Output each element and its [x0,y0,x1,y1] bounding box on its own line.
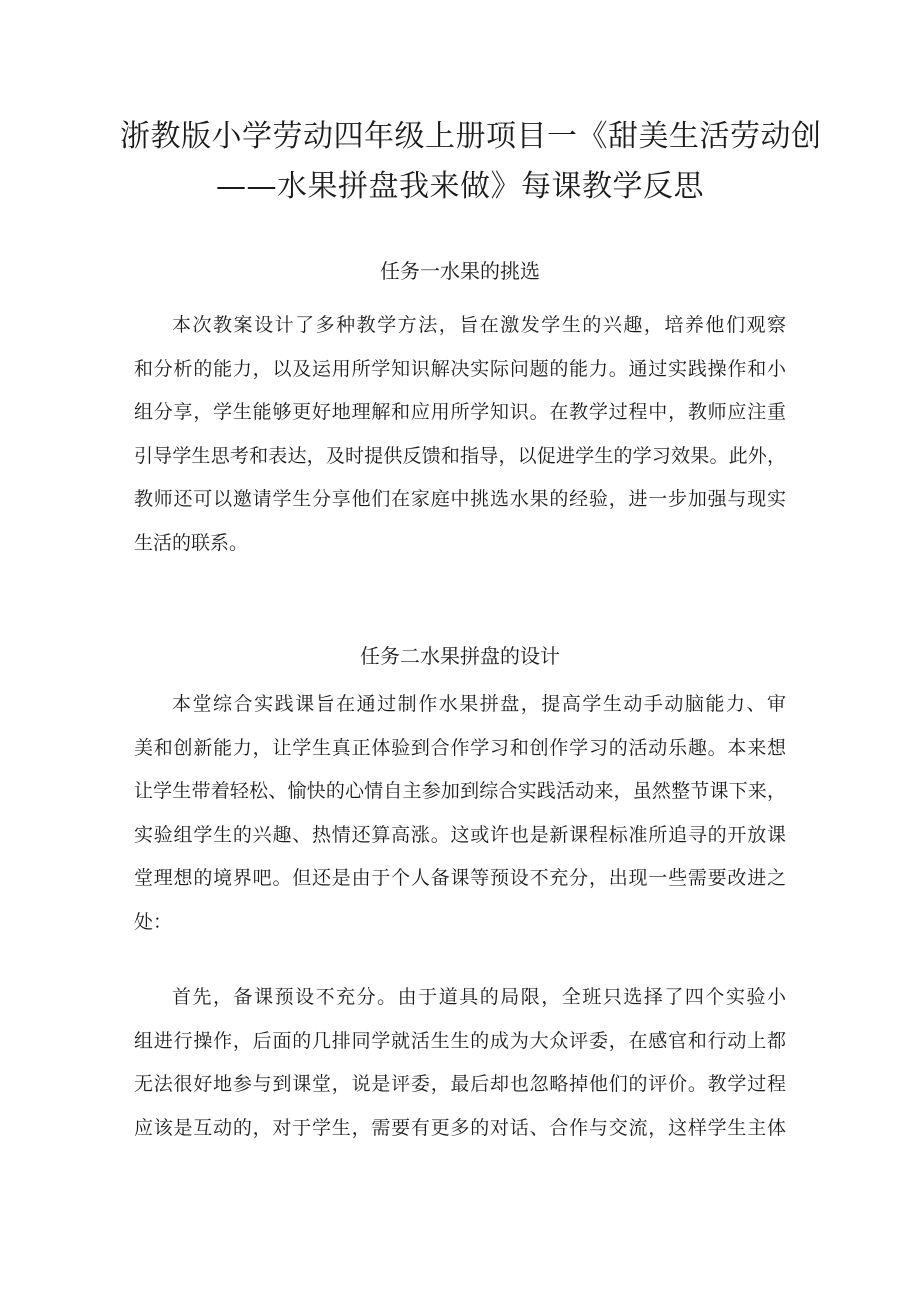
paragraph [134,304,786,565]
paragraph [134,683,786,944]
title-line: 浙教版小学劳动四年级上册项目一《甜美生活劳动创 [120,119,822,154]
paragraph-line: 堂理想的境界吧。但还是由于个人备课等预设不充分，出现一些需要改进之 [134,867,786,889]
document-title [120,112,822,212]
paragraph-line: 首先，备课预设不充分。由于道具的局限，全班只选择了四个实验小 [172,986,786,1008]
paragraph [134,976,786,1150]
paragraph-line: 美和创新能力，让学生真正体验到合作学习和创作学习的活动乐趣。本来想 [134,736,786,759]
paragraph-line: 组进行操作，后面的几排同学就活生生的成为大众评委，在感官和行动上都 [134,1029,786,1052]
paragraph-line: 生活的联系。 [134,531,249,554]
paragraph-line: 本次教案设计了多种教学方法，旨在激发学生的兴趣，培养他们观察 [172,314,786,336]
title-line: ——水果拼盘我来做》每课教学反思 [216,169,704,204]
paragraph-line: 处： [134,910,173,933]
paragraph-line: 本堂综合实践课旨在通过制作水果拼盘，提高学生动手动脑能力、审 [172,693,786,715]
paragraph-line: 教师还可以邀请学生分享他们在家庭中挑选水果的经验，进一步加强与现实 [134,488,786,510]
paragraph-line: 和分析的能力，以及运用所学知识解决实际问题的能力。通过实践操作和小 [134,357,786,380]
section-heading-task-one: 任务一水果的挑选 [380,259,540,283]
paragraph-line: 实验组学生的兴趣、热情还算高涨。这或许也是新课程标准所追寻的开放课 [134,823,786,846]
paragraph-line: 让学生带着轻松、愉快的心情自主参加到综合实践活动来，虽然整节课下来， [134,780,786,802]
paragraph-line: 引导学生思考和表达，及时提供反馈和指导，以促进学生的学习效果。此外， [134,444,786,467]
paragraph-line: 无法很好地参与到课堂，说是评委，最后却也忽略掉他们的评价。教学过程 [134,1073,786,1095]
section-heading-task-two: 任务二水果拼盘的设计 [360,644,560,668]
paragraph-line: 应该是互动的，对于学生，需要有更多的对话、合作与交流，这样学生主体 [134,1116,786,1139]
paragraph-line: 组分享，学生能够更好地理解和应用所学知识。在教学过程中，教师应注重 [134,401,786,423]
